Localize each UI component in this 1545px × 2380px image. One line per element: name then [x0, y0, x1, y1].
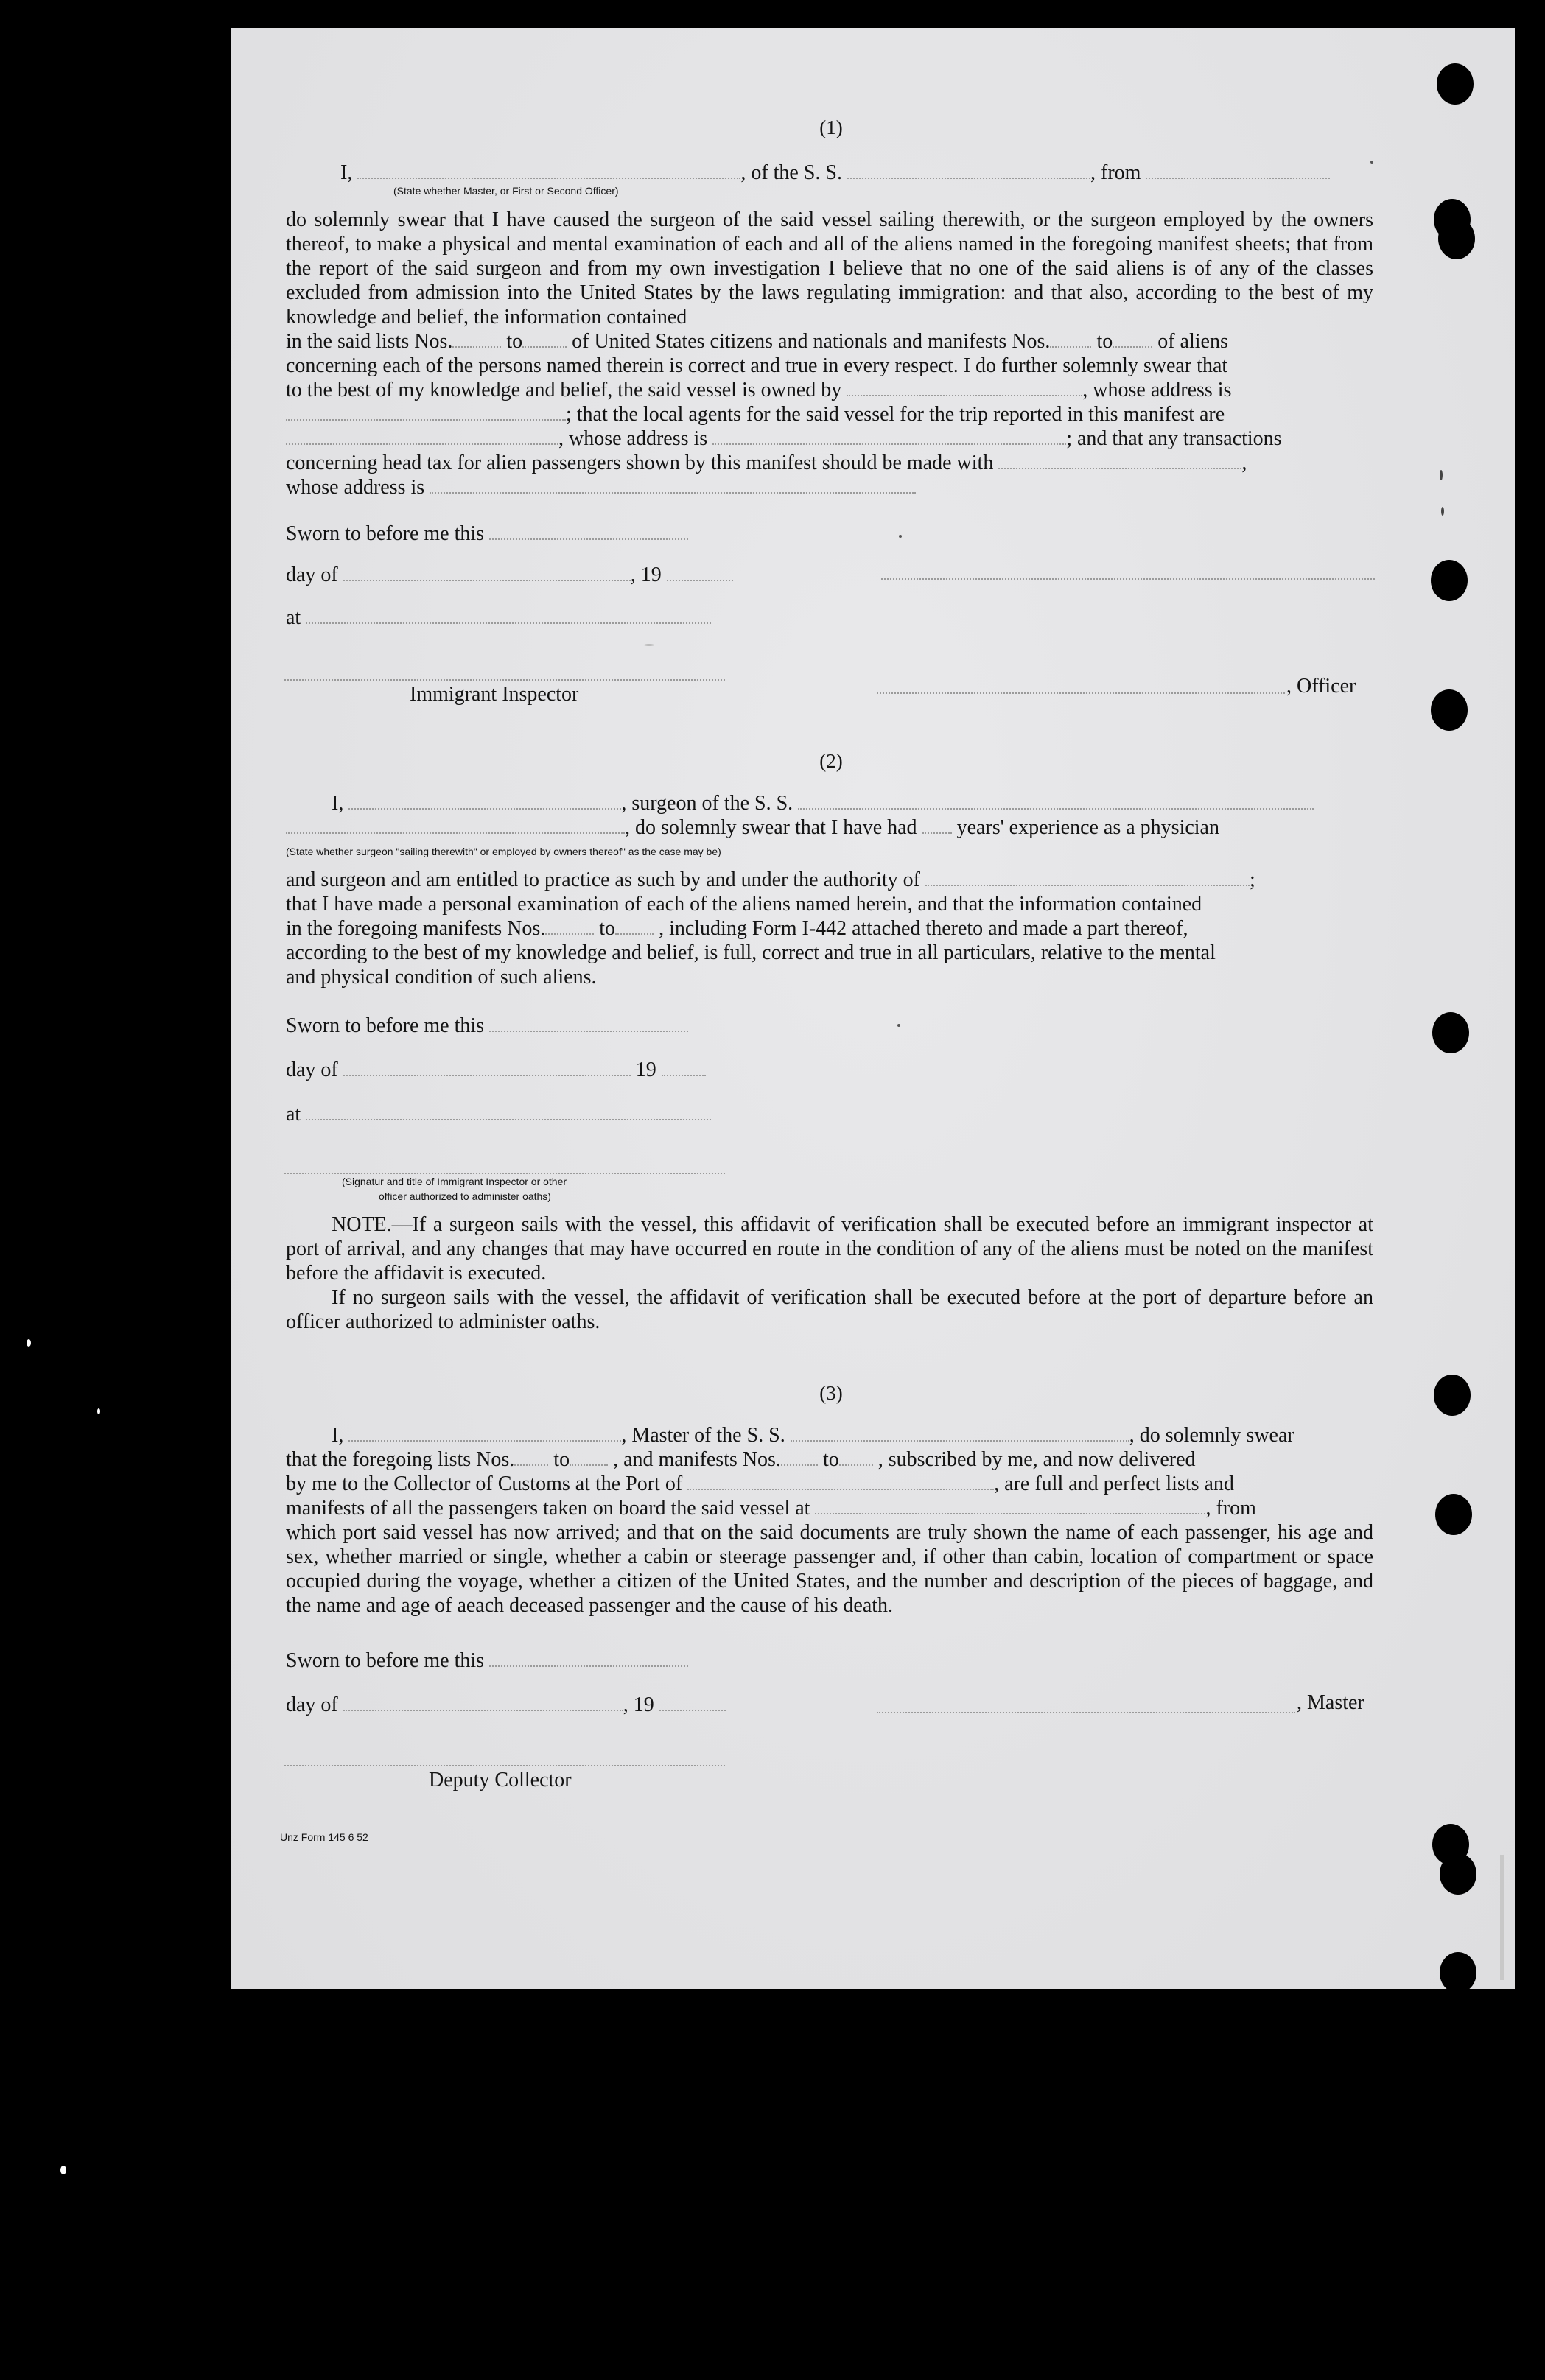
section-1-line-1: I, , of the S. S. , from [340, 161, 1330, 185]
section-2-dayof: day of 19 [286, 1058, 706, 1082]
section-2-line-5: in the foregoing manifests Nos. to , including Form I-442 attached thereto and made a part thereof, [286, 917, 1188, 940]
document-page [231, 28, 1515, 1989]
signature-note-1: (Signatur and title of Immigrant Inspector or other [342, 1176, 567, 1187]
section-1-owned-line: to the best of my knowledge and belief, the said vessel is owned by , whose address is [286, 379, 1232, 401]
section-1-sworn: Sworn to before me this [286, 522, 688, 546]
section-2-line-1: I, , surgeon of the S. S. [332, 791, 1314, 815]
scan-speck [899, 535, 902, 538]
section-2-line-3: and surgeon and am entitled to practice as such by and under the authority of ; [286, 868, 1255, 891]
section-1-body-2: concerning each of the persons named therein is correct and true in every respect. I do further solemnly swear that [286, 354, 1228, 377]
section-3-line-4: manifests of all the passengers taken on board the said vessel at , from [286, 1497, 1256, 1520]
note-paragraph-1: NOTE.—If a surgeon sails with the vessel, this affidavit of verification shall be executed before an immigrant inspector at port of arrival, and any changes that may have occurred en route in the condition of any of the aliens must be noted on the manifest before the affidavit is executed. [286, 1213, 1373, 1285]
section-2-number: (2) [819, 750, 843, 772]
punch-hole [1438, 218, 1475, 259]
scan-speck [1500, 1855, 1504, 1980]
punch-hole [1431, 560, 1468, 601]
punch-hole [1432, 1012, 1469, 1053]
section-3-number: (3) [819, 1382, 843, 1404]
master-note: (State whether Master, or First or Second Officer) [393, 185, 619, 197]
section-1-agents-address-line: , whose address is ; and that any transactions [286, 426, 1282, 451]
scan-speck [897, 1024, 900, 1027]
section-1-signature-line [881, 577, 1375, 580]
section-1-officer-line [877, 691, 1285, 694]
section-1-body: do solemnly swear that I have caused the surgeon of the said vessel sailing therewith, or the surgeon employed by the owners thereof, to make a physical and mental examination of each and all of the aliens named in the foregoing manifest sheets; that from the report of the said surgeon and from my own investigation I believe that no one of the said aliens is of any of the classes excluded from admission into the United States by the laws regulating immigration: and that also, according to the best of my knowledge and belief, the information contained [286, 208, 1373, 329]
section-1-agents-line: ; that the local agents for the said vessel for the trip reported in this manifest are [286, 402, 1225, 426]
punch-hole [1440, 1952, 1476, 1993]
punch-hole [1437, 63, 1474, 105]
section-1-number: (1) [819, 116, 843, 138]
section-2-at: at [286, 1102, 711, 1126]
section-1-inspector-line [284, 678, 725, 681]
signature-note-2: officer authorized to administer oaths) [379, 1190, 551, 1202]
section-2-line-6: according to the best of my knowledge and belief, is full, correct and true in all particulars, relative to the mental [286, 941, 1216, 964]
section-3-body: which port said vessel has now arrived; and that on the said documents are truly shown the name of each passenger, his age and sex, whether married or single, whether a cabin or steerage passenger and, if other than cabin, location of compartment or space occupied during the voyage, whether a citizen of the United States, and the number and description of the pieces of baggage, and the name and age of aeach deceased passenger and the cause of his death. [286, 1521, 1373, 1617]
note-paragraph-2: If no surgeon sails with the vessel, the affidavit of verification shall be executed before at the port of departure before an officer authorized to administer oaths. [286, 1286, 1373, 1333]
scan-speck [1440, 470, 1443, 480]
section-2-line-7: and physical condition of such aliens. [286, 966, 597, 989]
section-1-at: at [286, 605, 711, 630]
section-3-dayof: day of , 19 [286, 1693, 726, 1717]
section-1-inspector-label: Immigrant Inspector [410, 683, 579, 706]
section-3-master-line [877, 1710, 1295, 1713]
section-2-line-2: , do solemnly swear that I have had years' experience as a physician [286, 815, 1219, 840]
section-1-officer-label: , Officer [1286, 675, 1356, 698]
section-2-signature-line [284, 1171, 725, 1174]
scan-speck [1441, 507, 1444, 516]
section-3-master-label: , Master [1297, 1691, 1364, 1714]
punch-hole [1435, 1494, 1472, 1535]
form-number: Unz Form 145 6 52 [280, 1831, 368, 1843]
section-3-deputy-label: Deputy Collector [429, 1769, 572, 1791]
scan-speck [97, 1408, 100, 1414]
scan-speck [644, 644, 654, 646]
scan-speck [60, 2166, 66, 2174]
scan-speck [1370, 161, 1373, 164]
section-3-deputy-line [284, 1763, 725, 1766]
section-3-line-1: I, , Master of the S. S. , do solemnly swear [332, 1424, 1294, 1447]
section-1-whose-line: whose address is [286, 475, 916, 499]
surgeon-note: (State whether surgeon "sailing therewith" or employed by owners thereof" as the case may be) [286, 846, 721, 857]
section-3-line-2: that the foregoing lists Nos. to , and manifests Nos. to , subscribed by me, and now delivered [286, 1448, 1196, 1471]
section-3-sworn: Sworn to before me this [286, 1649, 688, 1673]
punch-hole [1434, 1375, 1471, 1416]
punch-hole [1440, 1853, 1476, 1895]
section-2-sworn: Sworn to before me this [286, 1014, 688, 1038]
punch-hole [1431, 689, 1468, 731]
section-1-dayof: day of , 19 [286, 563, 733, 587]
scan-speck [27, 1339, 31, 1347]
section-1-headtax-line: concerning head tax for alien passengers shown by this manifest should be made with , [286, 452, 1247, 474]
section-2-line-4: that I have made a personal examination of each of the aliens named herein, and that the information contained [286, 893, 1202, 916]
section-3-line-3: by me to the Collector of Customs at the Port of , are full and perfect lists and [286, 1472, 1234, 1495]
section-1-lists-line: in the said lists Nos. to of United States citizens and nationals and manifests Nos. to of aliens [286, 330, 1228, 353]
